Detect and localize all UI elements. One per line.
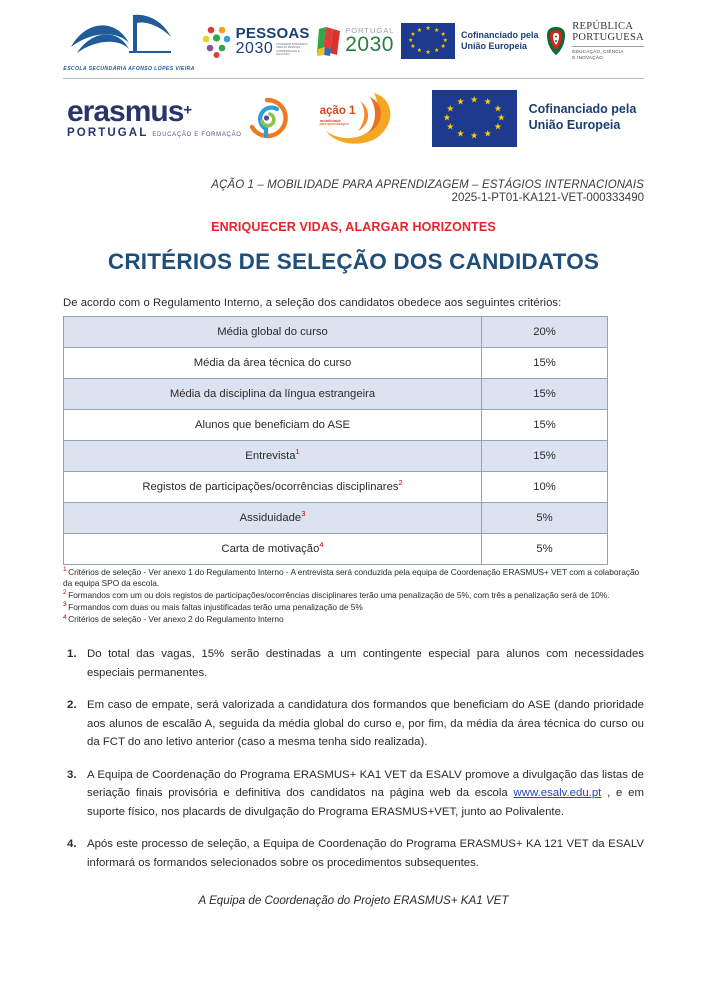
footnote-marker: 1 [295,447,300,457]
footnote-marker: 4 [319,540,324,550]
portugal-2030-big: 2030 [345,33,394,57]
republica-sub2: E INOVAÇÃO [572,54,603,60]
eu-cofinance-large-line2: União Europeia [528,118,621,132]
acao-1-logo [316,87,404,149]
weight-cell: 15% [482,348,608,379]
criterion-cell: Entrevista$^1$ [64,441,482,472]
footnote-number: 3 [63,601,67,609]
table-row [64,348,608,379]
weight-cell: 15% [482,379,608,410]
eu-flag-icon-large: ★ ★ ★ ★ ★ ★ ★ ★ ★ ★ ★ ★ [432,90,517,147]
programme-line: AÇÃO 1 – MOBILIDADE PARA APRENDIZAGEM – ESTÁGIOS INTERNACIONAIS [211,179,644,191]
republica-portuguesa-logo [545,21,644,61]
project-code: 2025-1-PT01-KA121-VET-000333490 [451,192,644,204]
pessoas-people-icon [202,24,232,58]
footnote-number: 4 [63,613,67,621]
eu-cofinance-logo-large [432,90,637,147]
table-row [64,379,608,410]
pessoas-year: 2030 [235,39,274,57]
republica-divider [572,46,644,47]
header-logo-row-secondary [63,79,644,157]
clause-item: Do total das vagas, 15% serão destinadas a um contingente especial para alunos com necessidades especiais permanentes. [87,648,644,679]
footnote-item: $^2$ Formandos com um ou dois registos de participações/ocorrências disciplinares terão uma penalização de 5%, com três a penalização será de 10%. [63,589,610,601]
portugal-2030-small: PORTUGAL [345,25,395,35]
eu-cofinance-line1: Cofinanciado pela [461,29,539,40]
school-website-link[interactable]: www.esalv.edu.pt [513,787,602,800]
clause-item: Após este processo de seleção, a Equipa de Coordenação do Programa ERASMUS+ KA 121 VET da ESALV informará os formandos selecionados sobre os procedimentos subsequentes. [87,838,644,869]
table-row [64,503,608,534]
eu-flag-icon: ★ ★ ★ ★ ★ ★ ★ ★ ★ ★ ★ ★ [401,23,455,59]
table-row [64,472,608,503]
weight-cell: 15% [482,410,608,441]
table-row [64,534,608,565]
esalv-logo-caption: ESCOLA SECUNDÁRIA AFONSO LOPES VIEIRA [63,66,195,72]
criterion-cell: Registos de participações/ocorrências disciplinares$^2$ [64,472,482,503]
page-title: CRITÉRIOS DE SELEÇÃO DOS CANDIDATOS [107,249,600,274]
republica-line2: PORTUGUESA [572,32,644,44]
criteria-table [63,316,608,565]
footnote-number: 1 [63,566,67,574]
footnote-number: 2 [63,589,67,597]
footnote-item: $^3$ Formandos com duas ou mais faltas injustificadas terão uma penalização de 5% [63,601,363,613]
pessoas-title: PESSOAS [235,24,310,42]
eu-cofinance-line2: União Europeia [461,41,528,51]
erasmus-tagline: EDUCAÇÃO E FORMAÇÃO [152,131,242,138]
erasmus-swirl-icon [246,97,288,139]
weight-cell: 5% [482,503,608,534]
clauses-list [63,645,644,872]
footnote-marker: 3 [301,509,306,519]
criterion-cell: Média global do curso [64,317,482,348]
eu-cofinance-large-line1: Cofinanciado pela [528,102,637,117]
clause-item: A Equipa de Coordenação do Programa ERASMUS+ KA1 VET da ESALV promove a divulgação das listas de seriação finais provisória e definitiva dos candidatos na página web da escola www.esalv.edu.pt , e em suporte físico, nos placards de divulgação do Programa ERASMUS+VET, junto ao Polivalente. [87,768,644,818]
portugal-coat-of-arms-icon [545,26,567,56]
footnote-marker: 2 [398,478,403,488]
criterion-cell: Média da área técnica do curso [64,348,482,379]
erasmus-wordmark: erasmus [67,94,184,128]
weight-cell: 15% [482,441,608,472]
weight-cell: 10% [482,472,608,503]
weight-cell: 20% [482,317,608,348]
clause-item: Em caso de empate, será valorizada a candidatura dos formandos que beneficiam do ASE (dando prioridade aos alunos de escalão A, seguida da média global do curso e, por fim, da média da área técnica do curso ou da FCT do ano letivo anterior (caso a mesma tenha sido realizada). [87,699,644,749]
republica-line1: REPÚBLICA [572,20,634,32]
esalv-school-logo [63,7,195,75]
erasmus-plus-sign: + [183,101,193,119]
header-logo-row-primary [63,0,644,76]
acao-sub1: mobilidade [319,117,341,123]
table-row [64,410,608,441]
pessoas-subtitle: PROGRAMA INTEGRADO PARA AS PESSOAS, COMPETÊNCIAS E INCLUSÃO [276,42,308,56]
weight-cell: 5% [482,534,608,565]
criterion-cell: Média da disciplina da língua estrangeira [64,379,482,410]
erasmus-country: PORTUGAL [67,126,149,139]
criterion-cell: Assiduidade$^3$ [64,503,482,534]
acao-sub2: para aprendizagem [319,121,349,126]
portugal-flag-mark-icon [316,25,342,57]
footnotes-block [63,567,644,625]
esalv-bird-icon [63,7,183,57]
table-row [64,441,608,472]
intro-paragraph: De acordo com o Regulamento Interno, a seleção dos candidatos obedece aos seguintes critérios: [63,297,562,309]
footnote-item: $^1$ Critérios de seleção - Ver anexo 1 do Regulamento Interno - A entrevista será conduzida pela equipa de Coordenação ERASMUS+ VET com a colaboração da equipa SPO da escola. [63,566,640,589]
criterion-cell: Alunos que beneficiam do ASE [64,410,482,441]
erasmus-portugal-logo [67,94,288,140]
portugal-2030-logo [316,25,394,57]
footnote-item: $^4$ Critérios de seleção - Ver anexo 2 do Regulamento Interno [63,613,284,625]
eu-cofinance-logo-small [401,23,539,59]
table-row [64,317,608,348]
republica-sub1: EDUCAÇÃO, CIÊNCIA [572,48,624,54]
signature-line: A Equipa de Coordenação do Projeto ERASMUS+ KA1 VET [198,894,509,908]
pessoas-2030-logo [202,24,310,58]
slogan: ENRIQUECER VIDAS, ALARGAR HORIZONTES [211,220,496,234]
criterion-cell: Carta de motivação$^4$ [64,534,482,565]
acao-title: ação 1 [319,105,356,117]
